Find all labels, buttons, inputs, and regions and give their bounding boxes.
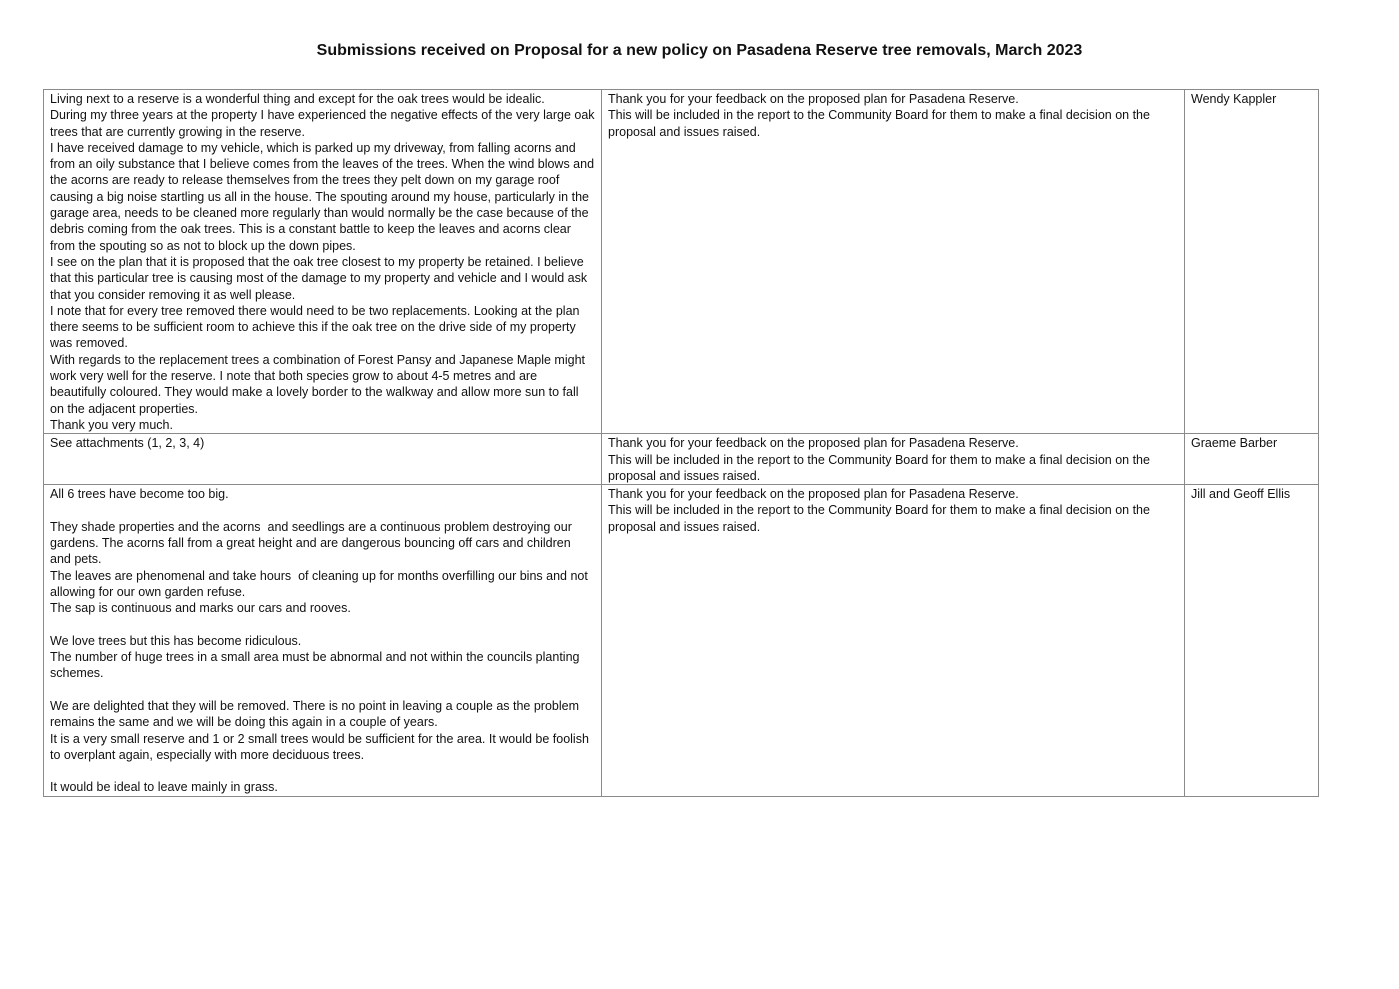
submission-cell [44, 485, 602, 797]
submission-paragraph: I have received damage to my vehicle, which is parked up my driveway, from falling acorns and from an oily substance that I believe comes from the leaves of the trees. When the wind blows and the acorns are ready to release themselves from the trees they pelt down on my garage roof causing a big noise startling us all in the house. The spouting around my house, particularly in the garage area, needs to be cleaned more regularly than would normally be the case because of the debris coming from the oak trees. This is a constant battle to keep the leaves and acorns clear from the spouting so as not to block up the down pipes. [50, 140, 598, 253]
submission-cell [44, 434, 602, 485]
submission-cell [44, 90, 602, 434]
submitter-cell [1185, 485, 1319, 797]
submission-paragraph [50, 617, 595, 633]
submission-paragraph: It would be ideal to leave mainly in grass. [50, 780, 278, 795]
submission-paragraph: It is a very small reserve and 1 or 2 small trees would be sufficient for the area. It would be foolish to overplant again, especially with more deciduous trees. [50, 731, 593, 762]
submission-paragraph [50, 682, 595, 698]
submitter-name: Graeme Barber [1191, 436, 1278, 451]
response-paragraph: This will be included in the report to the Community Board for them to make a final decision on the proposal and issues raised. [608, 108, 1154, 139]
table-row [44, 434, 1319, 485]
table-row [44, 90, 1319, 434]
response-paragraph: Thank you for your feedback on the proposed plan for Pasadena Reserve. [608, 487, 1019, 502]
response-paragraph: Thank you for your feedback on the proposed plan for Pasadena Reserve. [608, 436, 1019, 451]
submitter-cell [1185, 434, 1319, 485]
submission-paragraph: I note that for every tree removed there would need to be two replacements. Looking at the plan there seems to be sufficient room to achieve this if the oak tree on the drive side of my property was removed. [50, 303, 583, 351]
submission-paragraph: See attachments (1, 2, 3, 4) [50, 436, 205, 451]
submission-paragraph: Living next to a reserve is a wonderful thing and except for the oak trees would be idealic. [50, 92, 545, 106]
response-cell [602, 485, 1185, 797]
response-cell [602, 90, 1185, 434]
submission-paragraph: We are delighted that they will be removed. There is no point in leaving a couple as the problem remains the same and we will be doing this again in a couple of years. [50, 698, 583, 730]
submitter-name: Wendy Kappler [1191, 92, 1277, 106]
table-row [44, 485, 1319, 797]
response-paragraph: This will be included in the report to the Community Board for them to make a final decision on the proposal and issues raised. [608, 503, 1154, 534]
submission-paragraph: The number of huge trees in a small area must be abnormal and not within the councils planting schemes. [50, 650, 583, 681]
submission-paragraph: I see on the plan that it is proposed that the oak tree closest to my property be retained. I believe that this particular tree is causing most of the damage to my property and vehicle and I would ask that you consider removing it as well please. [50, 254, 591, 302]
submission-paragraph: We love trees but this has become ridiculous. [50, 633, 302, 648]
submission-paragraph [50, 502, 595, 518]
submission-paragraph: The leaves are phenomenal and take hours of cleaning up for months overfilling our bins and not allowing for our own garden refuse. [50, 568, 592, 599]
submitter-name: Jill and Geoff Ellis [1191, 487, 1291, 502]
submission-paragraph [50, 763, 595, 779]
submission-paragraph: The sap is continuous and marks our cars and rooves. [50, 601, 351, 616]
page-title: Submissions received on Proposal for a new policy on Pasadena Reserve tree removals, March 2023 [316, 42, 1083, 59]
submission-paragraph: During my three years at the property I have experienced the negative effects of the very large oak trees that are currently growing in the reserve. [50, 108, 599, 139]
submitter-cell [1185, 90, 1319, 434]
response-paragraph: Thank you for your feedback on the proposed plan for Pasadena Reserve. [608, 92, 1019, 106]
response-paragraph: This will be included in the report to the Community Board for them to make a final decision on the proposal and issues raised. [608, 452, 1154, 483]
submission-paragraph: All 6 trees have become too big. [50, 487, 229, 502]
submission-paragraph: Thank you very much. [50, 417, 173, 432]
submission-paragraph: With regards to the replacement trees a combination of Forest Pansy and Japanese Maple might work very well for the reserve. I note that both species grow to about 4-5 metres and are beautifully coloured. They would make a lovely border to the walkway and allow more sun to fall on the adjacent properties. [50, 352, 589, 416]
submission-paragraph: They shade properties and the acorns and seedlings are a continuous problem destroying our gardens. The acorns fall from a great height and are dangerous bouncing off cars and children and pets. [50, 519, 576, 567]
response-cell [602, 434, 1185, 485]
submissions-table [43, 89, 1319, 797]
